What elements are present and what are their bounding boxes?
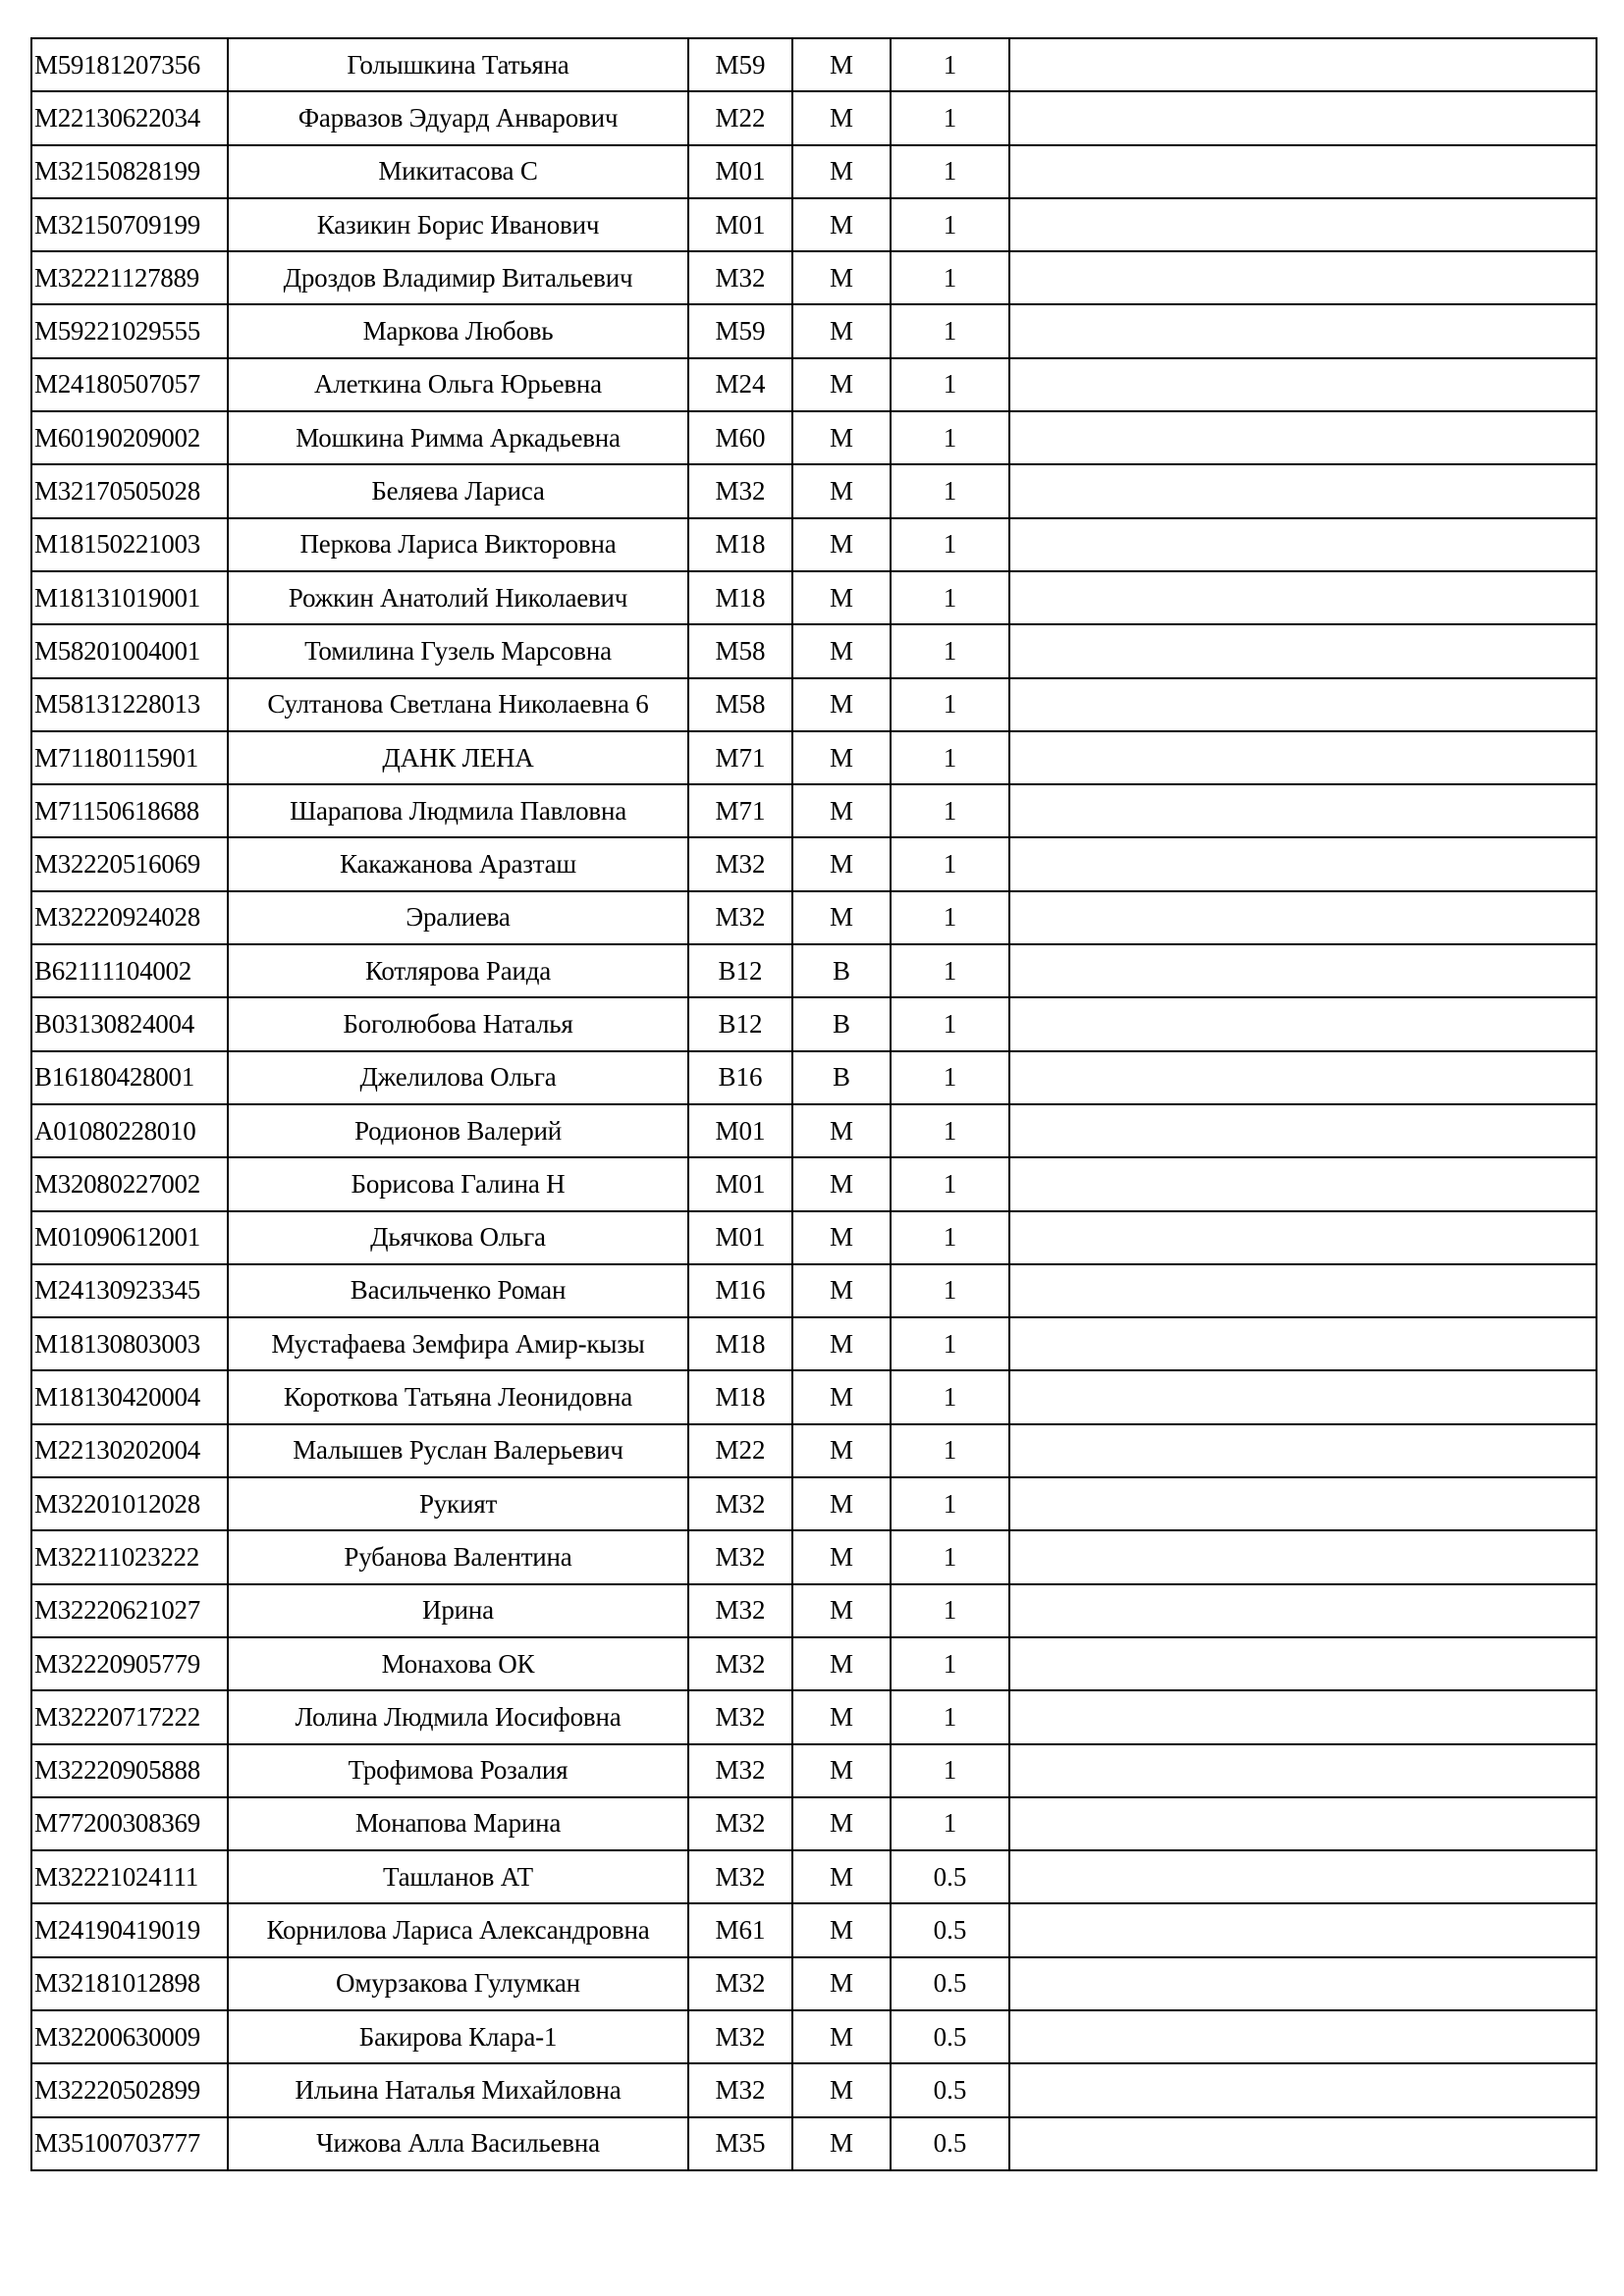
type-cell: B: [792, 944, 891, 997]
type-cell: M: [792, 1264, 891, 1317]
name-cell: Перкова Лариса Викторовна: [228, 518, 688, 571]
type-cell: M: [792, 1744, 891, 1797]
value-cell: 0.5: [891, 2010, 1009, 2063]
value-cell: 1: [891, 1157, 1009, 1210]
value-cell: 1: [891, 464, 1009, 517]
type-cell: M: [792, 1850, 891, 1903]
code-cell: M35: [688, 2117, 792, 2170]
type-cell: M: [792, 1797, 891, 1850]
type-cell: M: [792, 571, 891, 624]
note-cell: [1009, 2010, 1597, 2063]
id-cell: M71150618688: [31, 784, 228, 837]
code-cell: M18: [688, 1370, 792, 1423]
note-cell: [1009, 1104, 1597, 1157]
name-cell: Котлярова Раида: [228, 944, 688, 997]
id-cell: M32220502899: [31, 2063, 228, 2116]
type-cell: M: [792, 1690, 891, 1743]
name-cell: Эралиева: [228, 891, 688, 944]
code-cell: M58: [688, 624, 792, 677]
type-cell: M: [792, 1477, 891, 1530]
id-cell: M59221029555: [31, 304, 228, 357]
type-cell: M: [792, 891, 891, 944]
value-cell: 1: [891, 1317, 1009, 1370]
value-cell: 1: [891, 91, 1009, 144]
value-cell: 1: [891, 1424, 1009, 1477]
type-cell: M: [792, 837, 891, 890]
note-cell: [1009, 1424, 1597, 1477]
id-cell: M58201004001: [31, 624, 228, 677]
note-cell: [1009, 145, 1597, 198]
value-cell: 1: [891, 1104, 1009, 1157]
code-cell: M32: [688, 464, 792, 517]
note-cell: [1009, 358, 1597, 411]
name-cell: Дроздов Владимир Витальевич: [228, 251, 688, 304]
code-cell: M24: [688, 358, 792, 411]
note-cell: [1009, 2063, 1597, 2116]
id-cell: M22130202004: [31, 1424, 228, 1477]
table-row: [31, 464, 1597, 517]
value-cell: 1: [891, 411, 1009, 464]
note-cell: [1009, 1211, 1597, 1264]
table-row: [31, 1957, 1597, 2010]
code-cell: M32: [688, 251, 792, 304]
table-row: [31, 38, 1597, 91]
note-cell: [1009, 1690, 1597, 1743]
table-row: [31, 731, 1597, 784]
code-cell: M22: [688, 91, 792, 144]
type-cell: M: [792, 411, 891, 464]
id-cell: M32220924028: [31, 891, 228, 944]
id-cell: M18130420004: [31, 1370, 228, 1423]
id-cell: M32211023222: [31, 1530, 228, 1583]
note-cell: [1009, 198, 1597, 251]
name-cell: Ильина Наталья Михайловна: [228, 2063, 688, 2116]
table-row: [31, 891, 1597, 944]
name-cell: Ирина: [228, 1584, 688, 1637]
name-cell: Монапова Марина: [228, 1797, 688, 1850]
table-row: [31, 1157, 1597, 1210]
id-cell: M32220516069: [31, 837, 228, 890]
table-row: [31, 1424, 1597, 1477]
note-cell: [1009, 1957, 1597, 2010]
name-cell: Шарапова Людмила Павловна: [228, 784, 688, 837]
code-cell: M18: [688, 518, 792, 571]
id-cell: B16180428001: [31, 1051, 228, 1104]
type-cell: M: [792, 464, 891, 517]
id-cell: B62111104002: [31, 944, 228, 997]
id-cell: M18131019001: [31, 571, 228, 624]
table-row: [31, 411, 1597, 464]
table-row: [31, 2117, 1597, 2170]
note-cell: [1009, 944, 1597, 997]
id-cell: M35100703777: [31, 2117, 228, 2170]
code-cell: M01: [688, 198, 792, 251]
type-cell: M: [792, 1637, 891, 1690]
note-cell: [1009, 1264, 1597, 1317]
type-cell: B: [792, 1051, 891, 1104]
table-row: [31, 678, 1597, 731]
name-cell: Ташланов АТ: [228, 1850, 688, 1903]
table-row: [31, 1264, 1597, 1317]
id-cell: M77200308369: [31, 1797, 228, 1850]
table-row: [31, 2010, 1597, 2063]
value-cell: 1: [891, 1264, 1009, 1317]
note-cell: [1009, 571, 1597, 624]
note-cell: [1009, 1850, 1597, 1903]
code-cell: M32: [688, 2010, 792, 2063]
type-cell: M: [792, 678, 891, 731]
code-cell: M01: [688, 1211, 792, 1264]
id-cell: M24130923345: [31, 1264, 228, 1317]
type-cell: M: [792, 2117, 891, 2170]
type-cell: M: [792, 1211, 891, 1264]
id-cell: M01090612001: [31, 1211, 228, 1264]
id-cell: M32221024111: [31, 1850, 228, 1903]
value-cell: 1: [891, 1744, 1009, 1797]
code-cell: B12: [688, 997, 792, 1050]
table-row: [31, 1477, 1597, 1530]
table-row: [31, 944, 1597, 997]
code-cell: M32: [688, 1744, 792, 1797]
id-cell: M32150709199: [31, 198, 228, 251]
code-cell: M32: [688, 2063, 792, 2116]
name-cell: Бакирова Клара-1: [228, 2010, 688, 2063]
type-cell: M: [792, 1530, 891, 1583]
value-cell: 1: [891, 891, 1009, 944]
table-row: [31, 358, 1597, 411]
value-cell: 1: [891, 1797, 1009, 1850]
note-cell: [1009, 1477, 1597, 1530]
id-cell: M22130622034: [31, 91, 228, 144]
value-cell: 0.5: [891, 1850, 1009, 1903]
code-cell: M01: [688, 145, 792, 198]
type-cell: M: [792, 2063, 891, 2116]
type-cell: M: [792, 1104, 891, 1157]
name-cell: Родионов Валерий: [228, 1104, 688, 1157]
code-cell: M32: [688, 1637, 792, 1690]
id-cell: M32221127889: [31, 251, 228, 304]
value-cell: 1: [891, 145, 1009, 198]
value-cell: 1: [891, 1051, 1009, 1104]
name-cell: Рубанова Валентина: [228, 1530, 688, 1583]
table-row: [31, 1797, 1597, 1850]
code-cell: M32: [688, 1797, 792, 1850]
table-body: [31, 38, 1597, 2170]
name-cell: Фарвазов Эдуард Анварович: [228, 91, 688, 144]
table-row: [31, 997, 1597, 1050]
code-cell: M32: [688, 1584, 792, 1637]
type-cell: M: [792, 2010, 891, 2063]
name-cell: Алеткина Ольга Юрьевна: [228, 358, 688, 411]
code-cell: M32: [688, 1530, 792, 1583]
table-row: [31, 91, 1597, 144]
id-cell: M32080227002: [31, 1157, 228, 1210]
code-cell: M22: [688, 1424, 792, 1477]
type-cell: M: [792, 731, 891, 784]
value-cell: 1: [891, 731, 1009, 784]
type-cell: M: [792, 1317, 891, 1370]
name-cell: Малышев Руслан Валерьевич: [228, 1424, 688, 1477]
id-cell: M71180115901: [31, 731, 228, 784]
table-row: [31, 1211, 1597, 1264]
value-cell: 1: [891, 358, 1009, 411]
type-cell: M: [792, 251, 891, 304]
value-cell: 1: [891, 571, 1009, 624]
note-cell: [1009, 464, 1597, 517]
id-cell: M32201012028: [31, 1477, 228, 1530]
table-row: [31, 1690, 1597, 1743]
value-cell: 1: [891, 1477, 1009, 1530]
type-cell: M: [792, 1957, 891, 2010]
name-cell: Мошкина Римма Аркадьевна: [228, 411, 688, 464]
type-cell: M: [792, 784, 891, 837]
value-cell: 1: [891, 1690, 1009, 1743]
value-cell: 1: [891, 198, 1009, 251]
value-cell: 0.5: [891, 2063, 1009, 2116]
value-cell: 1: [891, 678, 1009, 731]
id-cell: M32150828199: [31, 145, 228, 198]
id-cell: M32181012898: [31, 1957, 228, 2010]
type-cell: M: [792, 1424, 891, 1477]
note-cell: [1009, 1051, 1597, 1104]
id-cell: M32220905779: [31, 1637, 228, 1690]
value-cell: 1: [891, 251, 1009, 304]
id-cell: M24180507057: [31, 358, 228, 411]
type-cell: M: [792, 624, 891, 677]
table-row: [31, 1317, 1597, 1370]
table-row: [31, 624, 1597, 677]
code-cell: M32: [688, 837, 792, 890]
id-cell: A01080228010: [31, 1104, 228, 1157]
id-cell: M32220905888: [31, 1744, 228, 1797]
name-cell: Монахова ОК: [228, 1637, 688, 1690]
table-row: [31, 2063, 1597, 2116]
code-cell: M71: [688, 784, 792, 837]
code-cell: M01: [688, 1104, 792, 1157]
table-row: [31, 1051, 1597, 1104]
note-cell: [1009, 304, 1597, 357]
code-cell: M32: [688, 1850, 792, 1903]
table-row: [31, 304, 1597, 357]
id-cell: M58131228013: [31, 678, 228, 731]
name-cell: Рожкин Анатолий Николаевич: [228, 571, 688, 624]
value-cell: 0.5: [891, 1903, 1009, 1956]
code-cell: M59: [688, 304, 792, 357]
id-cell: M18150221003: [31, 518, 228, 571]
note-cell: [1009, 251, 1597, 304]
type-cell: M: [792, 1584, 891, 1637]
value-cell: 1: [891, 1584, 1009, 1637]
value-cell: 1: [891, 944, 1009, 997]
table-row: [31, 251, 1597, 304]
id-cell: B03130824004: [31, 997, 228, 1050]
name-cell: Мустафаева Земфира Амир-кызы: [228, 1317, 688, 1370]
name-cell: Короткова Татьяна Леонидовна: [228, 1370, 688, 1423]
value-cell: 0.5: [891, 1957, 1009, 2010]
name-cell: Казикин Борис Иванович: [228, 198, 688, 251]
code-cell: M18: [688, 571, 792, 624]
value-cell: 1: [891, 624, 1009, 677]
type-cell: M: [792, 304, 891, 357]
note-cell: [1009, 38, 1597, 91]
code-cell: M32: [688, 1477, 792, 1530]
table-row: [31, 145, 1597, 198]
type-cell: M: [792, 91, 891, 144]
value-cell: 0.5: [891, 2117, 1009, 2170]
name-cell: Рукият: [228, 1477, 688, 1530]
type-cell: M: [792, 145, 891, 198]
note-cell: [1009, 518, 1597, 571]
value-cell: 1: [891, 1370, 1009, 1423]
id-cell: M60190209002: [31, 411, 228, 464]
id-cell: M32200630009: [31, 2010, 228, 2063]
records-table: [30, 37, 1597, 2171]
name-cell: Боголюбова Наталья: [228, 997, 688, 1050]
id-cell: M32220717222: [31, 1690, 228, 1743]
name-cell: Голышкина Татьяна: [228, 38, 688, 91]
type-cell: M: [792, 1157, 891, 1210]
name-cell: Султанова Светлана Николаевна 6: [228, 678, 688, 731]
note-cell: [1009, 1530, 1597, 1583]
name-cell: Джелилова Ольга: [228, 1051, 688, 1104]
note-cell: [1009, 1157, 1597, 1210]
name-cell: Лолина Людмила Иосифовна: [228, 1690, 688, 1743]
value-cell: 1: [891, 997, 1009, 1050]
name-cell: Маркова Любовь: [228, 304, 688, 357]
name-cell: Томилина Гузель Марсовна: [228, 624, 688, 677]
value-cell: 1: [891, 518, 1009, 571]
table-row: [31, 1744, 1597, 1797]
type-cell: M: [792, 358, 891, 411]
type-cell: M: [792, 198, 891, 251]
note-cell: [1009, 411, 1597, 464]
code-cell: M32: [688, 1690, 792, 1743]
note-cell: [1009, 1797, 1597, 1850]
name-cell: Дьячкова Ольга: [228, 1211, 688, 1264]
table-row: [31, 1637, 1597, 1690]
note-cell: [1009, 1903, 1597, 1956]
code-cell: M01: [688, 1157, 792, 1210]
note-cell: [1009, 1744, 1597, 1797]
name-cell: Корнилова Лариса Александровна: [228, 1903, 688, 1956]
code-cell: M60: [688, 411, 792, 464]
type-cell: M: [792, 518, 891, 571]
note-cell: [1009, 891, 1597, 944]
code-cell: M58: [688, 678, 792, 731]
table-row: [31, 1903, 1597, 1956]
type-cell: M: [792, 1903, 891, 1956]
type-cell: M: [792, 38, 891, 91]
code-cell: M32: [688, 1957, 792, 2010]
id-cell: M24190419019: [31, 1903, 228, 1956]
value-cell: 1: [891, 38, 1009, 91]
name-cell: Беляева Лариса: [228, 464, 688, 517]
value-cell: 1: [891, 1637, 1009, 1690]
note-cell: [1009, 1317, 1597, 1370]
name-cell: Чижова Алла Васильевна: [228, 2117, 688, 2170]
note-cell: [1009, 678, 1597, 731]
note-cell: [1009, 784, 1597, 837]
value-cell: 1: [891, 1211, 1009, 1264]
id-cell: M59181207356: [31, 38, 228, 91]
name-cell: Васильченко Роман: [228, 1264, 688, 1317]
code-cell: M59: [688, 38, 792, 91]
note-cell: [1009, 1584, 1597, 1637]
type-cell: M: [792, 1370, 891, 1423]
table-row: [31, 518, 1597, 571]
note-cell: [1009, 731, 1597, 784]
table-row: [31, 1584, 1597, 1637]
table-row: [31, 1850, 1597, 1903]
note-cell: [1009, 997, 1597, 1050]
note-cell: [1009, 91, 1597, 144]
note-cell: [1009, 1637, 1597, 1690]
code-cell: M18: [688, 1317, 792, 1370]
code-cell: B12: [688, 944, 792, 997]
name-cell: ДАНК ЛЕНА: [228, 731, 688, 784]
name-cell: Омурзакова Гулумкан: [228, 1957, 688, 2010]
value-cell: 1: [891, 837, 1009, 890]
code-cell: M71: [688, 731, 792, 784]
id-cell: M32170505028: [31, 464, 228, 517]
name-cell: Трофимова Розалия: [228, 1744, 688, 1797]
id-cell: M32220621027: [31, 1584, 228, 1637]
code-cell: M16: [688, 1264, 792, 1317]
table-row: [31, 571, 1597, 624]
code-cell: M61: [688, 1903, 792, 1956]
name-cell: Какажанова Аразташ: [228, 837, 688, 890]
table-row: [31, 1104, 1597, 1157]
value-cell: 1: [891, 304, 1009, 357]
table-row: [31, 1530, 1597, 1583]
table-row: [31, 1370, 1597, 1423]
code-cell: M32: [688, 891, 792, 944]
note-cell: [1009, 2117, 1597, 2170]
table-row: [31, 784, 1597, 837]
note-cell: [1009, 1370, 1597, 1423]
table-row: [31, 837, 1597, 890]
table-row: [31, 198, 1597, 251]
id-cell: M18130803003: [31, 1317, 228, 1370]
name-cell: Микитасова С: [228, 145, 688, 198]
value-cell: 1: [891, 1530, 1009, 1583]
note-cell: [1009, 837, 1597, 890]
code-cell: B16: [688, 1051, 792, 1104]
note-cell: [1009, 624, 1597, 677]
value-cell: 1: [891, 784, 1009, 837]
name-cell: Борисова Галина Н: [228, 1157, 688, 1210]
type-cell: B: [792, 997, 891, 1050]
